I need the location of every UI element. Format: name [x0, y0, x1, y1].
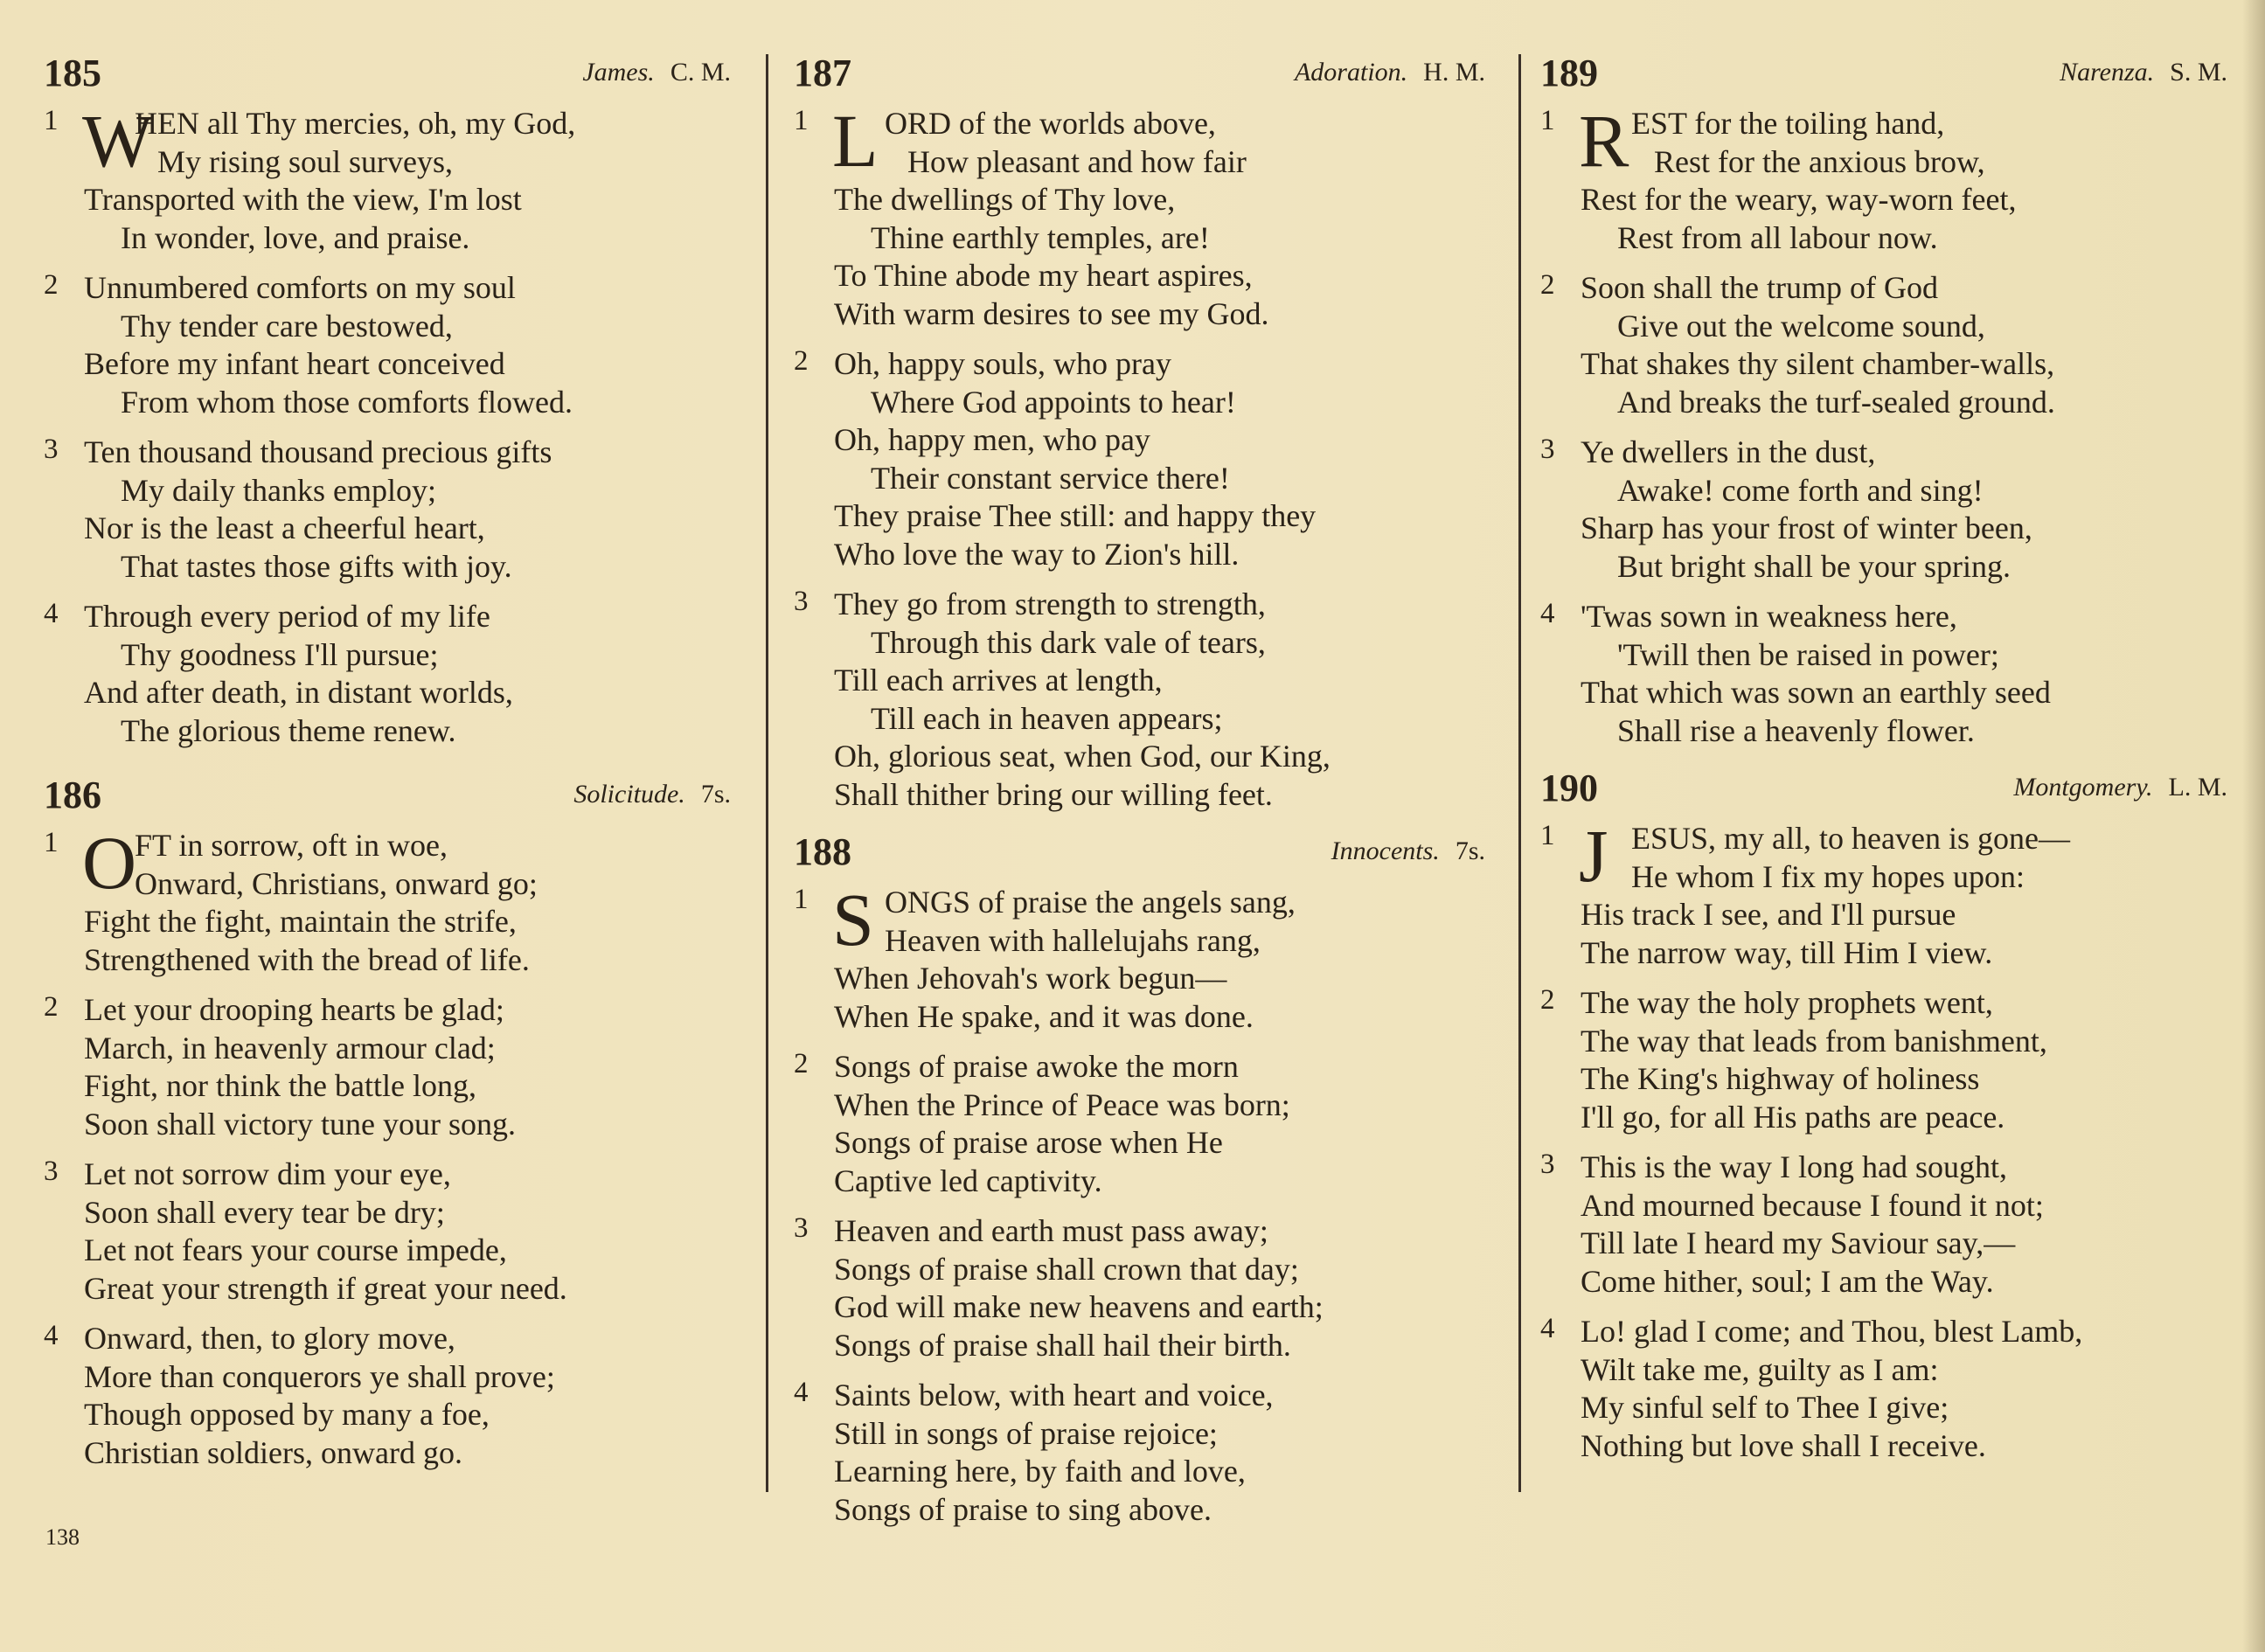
- verse: [794, 1212, 1497, 1364]
- hymn-number: 189: [1540, 52, 1598, 94]
- verse: [794, 1377, 1497, 1529]
- hymn: [1540, 51, 2240, 750]
- hymn-line: That which was sown an earthly seed: [1581, 675, 2051, 710]
- verse: [794, 1048, 1497, 1200]
- hymn-line: That tastes those gifts with joy.: [121, 548, 512, 584]
- verse-number: 2: [1540, 984, 1555, 1016]
- drop-cap: L: [832, 99, 879, 183]
- hymn-line: Shall rise a heavenly flower.: [1617, 712, 1975, 748]
- hymn-tune-meter: [1295, 58, 1485, 87]
- hymn-line: Through this dark vale of tears,: [871, 624, 1266, 660]
- verse: [1540, 434, 2240, 586]
- meter: S. M.: [2170, 58, 2227, 87]
- hymn-line: Rest for the anxious brow,: [1654, 143, 1985, 179]
- drop-cap: R: [1579, 99, 1629, 183]
- tune-name: Solicitude.: [573, 780, 685, 809]
- hymn-line: Songs of praise awoke the morn: [834, 1049, 1239, 1084]
- hymn-line: Till late I heard my Saviour say,—: [1581, 1225, 2016, 1260]
- hymn: [1540, 766, 2240, 1465]
- hymn-line: Captive led captivity.: [834, 1163, 1102, 1198]
- hymn-line: Give out the welcome sound,: [1617, 308, 1985, 344]
- hymn-line: Shall thither bring our willing feet.: [834, 776, 1273, 812]
- hymn-line: Songs of praise shall crown that day;: [834, 1251, 1299, 1287]
- hymn-line: 'Twas sown in weakness here,: [1581, 599, 1957, 634]
- verse-number: 2: [1540, 269, 1555, 301]
- hymn-line: My sinful self to Thee I give;: [1581, 1390, 1949, 1425]
- hymn-line: Sharp has your frost of winter been,: [1581, 510, 2032, 545]
- hymn-line: Till each in heaven appears;: [871, 700, 1223, 736]
- verse-number: 3: [1540, 434, 1555, 465]
- verse-number: 1: [794, 884, 809, 915]
- hymn-line: But bright shall be your spring.: [1617, 548, 2011, 584]
- hymn-number: 188: [794, 830, 851, 873]
- verse-number: 2: [794, 1048, 809, 1079]
- hymn-line: Let your drooping hearts be glad;: [84, 992, 504, 1027]
- hymn-line: Oh, glorious seat, when God, our King,: [834, 739, 1331, 774]
- verse-number: 3: [44, 1156, 59, 1187]
- verse-number: 1: [44, 105, 59, 136]
- verse-number: 2: [44, 991, 59, 1023]
- hymn-line: His track I see, and I'll pursue: [1581, 897, 1956, 932]
- hymn: [44, 51, 743, 750]
- verse-number: 4: [1540, 598, 1555, 629]
- verse: [44, 991, 743, 1143]
- hymn-line: Soon shall the trump of God: [1581, 270, 1938, 305]
- hymn-line: Transported with the view, I'm lost: [84, 182, 522, 217]
- hymn-line: And breaks the turf-sealed ground.: [1617, 384, 2055, 420]
- hymn: [44, 773, 743, 1472]
- column-right: [1540, 51, 2240, 1477]
- hymn-line: Thine earthly temples, are!: [871, 219, 1210, 255]
- hymn-line: ORD of the worlds above,: [885, 106, 1216, 141]
- hymn-line: Lo! glad I come; and Thou, blest Lamb,: [1581, 1314, 2083, 1349]
- hymn-line: Who love the way to Zion's hill.: [834, 536, 1240, 572]
- hymn-line: The King's highway of holiness: [1581, 1061, 1980, 1096]
- hymn-line: Come hither, soul; I am the Way.: [1581, 1263, 1994, 1299]
- hymn-header: [1540, 51, 2240, 100]
- hymn-line: Awake! come forth and sing!: [1617, 472, 1984, 508]
- hymn-line: Rest from all labour now.: [1617, 219, 1938, 255]
- drop-cap: J: [1579, 814, 1608, 898]
- drop-cap: O: [82, 821, 137, 905]
- verse-number: 3: [44, 434, 59, 465]
- tune-name: Narenza.: [2060, 58, 2155, 87]
- hymn-line: Christian soldiers, onward go.: [84, 1434, 462, 1470]
- hymn-line: Thy tender care bestowed,: [121, 308, 453, 344]
- verse-number: 4: [1540, 1313, 1555, 1344]
- verse: [44, 598, 743, 750]
- hymn-line: Their constant service there!: [871, 460, 1230, 496]
- hymn-line: To Thine abode my heart aspires,: [834, 258, 1253, 293]
- hymn-line: They go from strength to strength,: [834, 587, 1266, 621]
- hymn-line: More than conquerors ye shall prove;: [84, 1358, 555, 1394]
- drop-cap: S: [832, 878, 874, 961]
- hymn-line: Through every period of my life: [84, 599, 490, 634]
- hymn-line: Fight the fight, maintain the strife,: [84, 904, 517, 939]
- hymn-line: My rising soul surveys,: [157, 143, 454, 179]
- hymn-line: Songs of praise arose when He: [834, 1125, 1223, 1160]
- drop-cap: W: [82, 99, 154, 183]
- verse: [44, 1320, 743, 1472]
- hymn-line: Fight, nor think the battle long,: [84, 1068, 476, 1103]
- verse-number: 1: [794, 105, 809, 136]
- hymn-line: Till each arrives at length,: [834, 663, 1163, 698]
- tune-name: Adoration.: [1294, 58, 1408, 87]
- hymn-line: 'Twill then be raised in power;: [1617, 636, 1999, 672]
- hymn-line: ONGS of praise the angels sang,: [885, 885, 1296, 920]
- hymn-line: Heaven and earth must pass away;: [834, 1213, 1268, 1248]
- hymn-line: Songs of praise to sing above.: [834, 1491, 1212, 1527]
- hymn-line: Saints below, with heart and voice,: [834, 1378, 1274, 1413]
- hymn-line: Oh, happy men, who pay: [834, 422, 1150, 457]
- hymn-line: Onward, then, to glory move,: [84, 1321, 455, 1356]
- hymn-line: Soon shall every tear be dry;: [84, 1194, 445, 1230]
- meter: L. M.: [2168, 773, 2227, 802]
- hymn-line: Rest for the weary, way-worn feet,: [1581, 182, 2017, 217]
- verse: [794, 586, 1497, 814]
- hymn-line: My daily thanks employ;: [121, 472, 436, 508]
- hymn-line: Before my infant heart conceived: [84, 346, 505, 381]
- hymn-line: ESUS, my all, to heaven is gone—: [1631, 821, 2070, 856]
- hymn-line: Onward, Christians, onward go;: [135, 865, 538, 901]
- hymn-line: When He spake, and it was done.: [834, 998, 1254, 1034]
- hymn-tune-meter: [2060, 58, 2227, 87]
- hymn-line: The way that leads from banishment,: [1581, 1023, 2047, 1059]
- verse: [44, 269, 743, 421]
- verse: [794, 345, 1497, 573]
- hymn-line: Nor is the least a cheerful heart,: [84, 510, 485, 545]
- verse: [1540, 269, 2240, 421]
- verse-number: 2: [44, 269, 59, 301]
- hymn-number: 187: [794, 52, 851, 94]
- hymn-line: This is the way I long had sought,: [1581, 1149, 2007, 1184]
- column-divider: [766, 54, 768, 1492]
- hymn-tune-meter: [573, 780, 731, 809]
- tune-name: Innocents.: [1331, 836, 1440, 865]
- verse: [794, 99, 1497, 333]
- verse: [1540, 984, 2240, 1136]
- verse: [1540, 598, 2240, 750]
- hymn-number: 186: [44, 774, 101, 816]
- hymn-line: Strengthened with the bread of life.: [84, 941, 530, 977]
- hymn-line: Ye dwellers in the dust,: [1581, 434, 1876, 469]
- hymn-line: EST for the toiling hand,: [1631, 106, 1945, 141]
- hymn-line: Let not fears your course impede,: [84, 1232, 507, 1267]
- hymn-line: The glorious theme renew.: [121, 712, 456, 748]
- verse-number: 2: [794, 345, 809, 377]
- hymn-line: Great your strength if great your need.: [84, 1270, 567, 1306]
- meter: 7s.: [1455, 836, 1485, 865]
- hymn-line: Oh, happy souls, who pray: [834, 346, 1171, 381]
- hymn-line: Learning here, by faith and love,: [834, 1454, 1246, 1489]
- tune-name: Montgomery.: [2013, 773, 2153, 802]
- column-divider: [1518, 54, 1521, 1492]
- hymn-tune-meter: [2013, 773, 2227, 802]
- verse: [44, 821, 743, 979]
- hymn-line: How pleasant and how fair: [907, 143, 1247, 179]
- verse-number: 3: [794, 586, 809, 617]
- hymn-line: When the Prince of Peace was born;: [834, 1086, 1290, 1122]
- hymn-line: The dwellings of Thy love,: [834, 182, 1176, 217]
- hymn: [794, 829, 1497, 1529]
- hymn-header: [794, 829, 1497, 878]
- hymn-line: Heaven with hallelujahs rang,: [885, 922, 1261, 958]
- hymn-line: They praise Thee still: and happy they: [834, 498, 1317, 533]
- verse: [44, 1156, 743, 1308]
- hymn-line: March, in heavenly armour clad;: [84, 1030, 496, 1065]
- meter: C. M.: [670, 58, 731, 87]
- hymn-line: Thy goodness I'll pursue;: [121, 636, 439, 672]
- hymn-line: That shakes thy silent chamber-walls,: [1581, 346, 2055, 381]
- hymn-line: Unnumbered comforts on my soul: [84, 270, 516, 305]
- verse-number: 4: [794, 1377, 809, 1408]
- hymn-line: Ten thousand thousand precious gifts: [84, 434, 552, 469]
- tune-name: James.: [582, 58, 655, 87]
- hymn-line: Wilt take me, guilty as I am:: [1581, 1351, 1939, 1387]
- hymn-line: The way the holy prophets went,: [1581, 985, 1993, 1020]
- verse: [794, 878, 1497, 1036]
- verse-number: 1: [1540, 105, 1555, 136]
- hymn-line: HEN all Thy mercies, oh, my God,: [135, 106, 576, 141]
- hymn-line: From whom those comforts flowed.: [121, 384, 573, 420]
- hymn-tune-meter: [582, 58, 731, 87]
- hymn-number: 185: [44, 52, 101, 94]
- hymn-line: FT in sorrow, oft in woe,: [135, 828, 448, 863]
- hymn-line: Let not sorrow dim your eye,: [84, 1156, 451, 1191]
- verse-number: 1: [44, 827, 59, 858]
- hymn-line: And after death, in distant worlds,: [84, 675, 513, 710]
- column-left: [44, 51, 743, 1484]
- verse: [1540, 814, 2240, 972]
- verse-number: 3: [794, 1212, 809, 1244]
- meter: 7s.: [700, 780, 731, 809]
- verse: [44, 434, 743, 586]
- hymn-line: The narrow way, till Him I view.: [1581, 934, 1993, 970]
- hymn-line: When Jehovah's work begun—: [834, 961, 1227, 996]
- verse-number: 3: [1540, 1149, 1555, 1180]
- hymn-header: [44, 773, 743, 822]
- hymn-line: Though opposed by many a foe,: [84, 1397, 490, 1432]
- column-middle: [794, 51, 1497, 1541]
- hymn-line: Where God appoints to hear!: [871, 384, 1236, 420]
- hymn-line: With warm desires to see my God.: [834, 295, 1269, 331]
- hymn-line: Soon shall victory tune your song.: [84, 1106, 516, 1142]
- hymn-line: Songs of praise shall hail their birth.: [834, 1327, 1291, 1363]
- hymn-line: Nothing but love shall I receive.: [1581, 1427, 1986, 1463]
- hymn-line: In wonder, love, and praise.: [121, 219, 470, 255]
- verse-number: 4: [44, 598, 59, 629]
- hymn-line: He whom I fix my hopes upon:: [1631, 858, 2025, 894]
- hymn-number: 190: [1540, 767, 1598, 809]
- verse: [1540, 1313, 2240, 1465]
- hymn-line: And mourned because I found it not;: [1581, 1187, 2044, 1223]
- meter: H. M.: [1423, 58, 1485, 87]
- hymn-header: [44, 51, 743, 100]
- hymn-tune-meter: [1331, 836, 1485, 866]
- verse-number: 1: [1540, 820, 1555, 851]
- hymn-line: I'll go, for all His paths are peace.: [1581, 1099, 2005, 1135]
- verse: [1540, 99, 2240, 257]
- hymn-header: [794, 51, 1497, 100]
- hymn-header: [1540, 766, 2240, 815]
- hymn: [794, 51, 1497, 814]
- hymn-line: Still in songs of praise rejoice;: [834, 1415, 1218, 1451]
- verse-number: 4: [44, 1320, 59, 1351]
- page-edge-shadow: [2242, 0, 2265, 1652]
- verse: [44, 99, 743, 257]
- verse: [1540, 1149, 2240, 1301]
- hymn-line: God will make new heavens and earth;: [834, 1289, 1324, 1324]
- page-number: 138: [45, 1524, 80, 1550]
